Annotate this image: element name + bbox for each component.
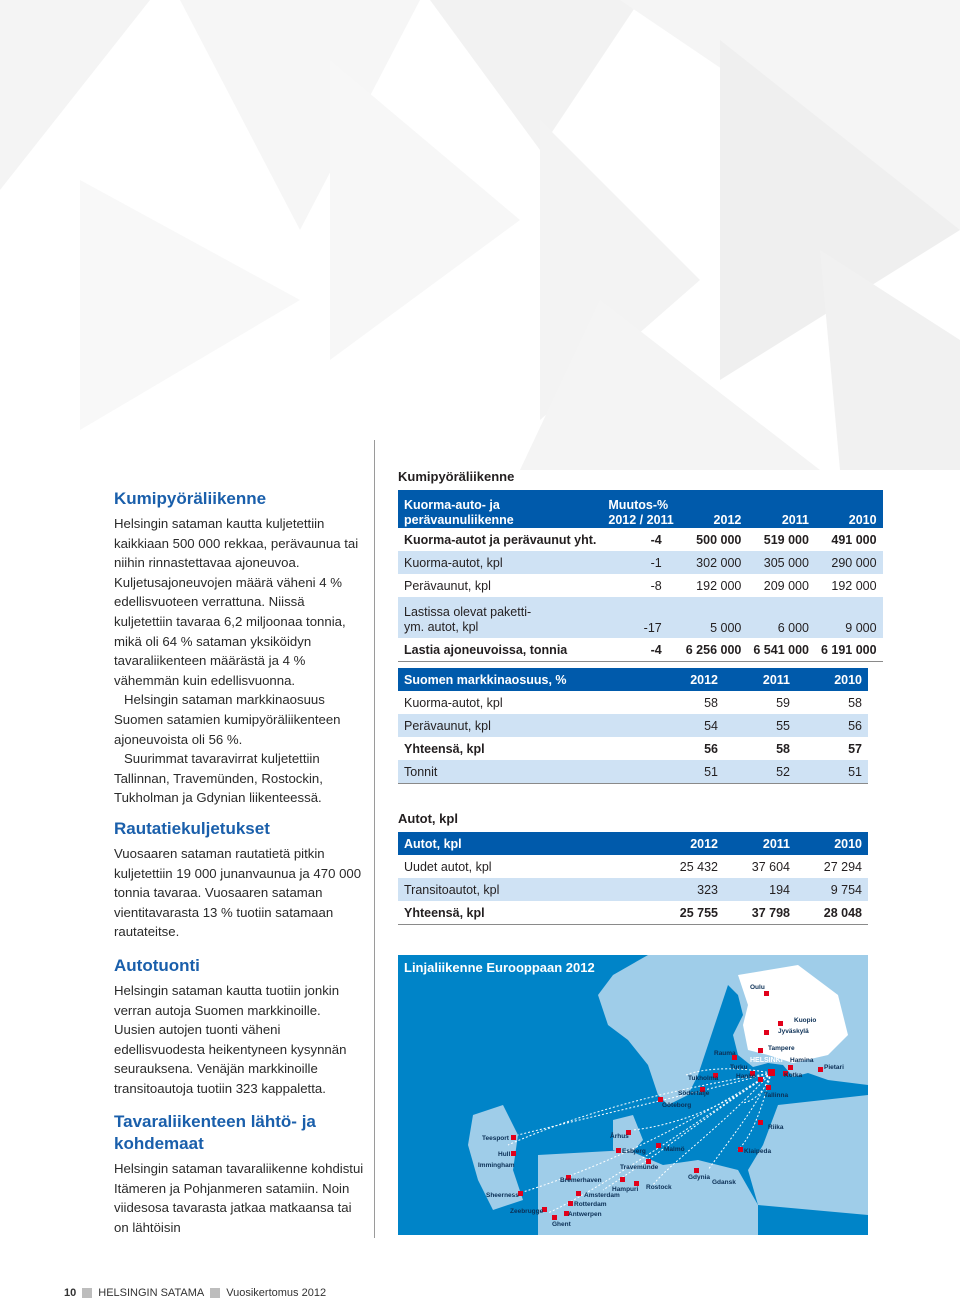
table-row [398, 691, 868, 714]
cell: Kuorma-autot, kpl [404, 695, 503, 710]
city-marker-jyvaskyla [764, 1030, 769, 1035]
city-marker-kuopio [778, 1021, 783, 1026]
cell: 56 [848, 718, 862, 733]
map-title: Linjaliikenne Eurooppaan 2012 [404, 960, 595, 975]
cell: 6 000 [777, 621, 809, 635]
cell: 58 [848, 695, 862, 710]
header-cell: 2010 [848, 513, 877, 527]
city-label: Göteborg [662, 1102, 692, 1109]
city-label: Zeebrugge [510, 1208, 544, 1215]
city-label: Teesport [482, 1135, 509, 1142]
table-autot [398, 811, 868, 925]
section-title: Rautatiekuljetukset [114, 819, 270, 838]
city-marker-hampuri [620, 1177, 625, 1182]
table-row [398, 597, 883, 638]
cell: -4 [602, 638, 679, 662]
city-label: Hull [498, 1151, 511, 1158]
footer-doc: Vuosikertomus 2012 [226, 1287, 327, 1299]
cell: -1 [650, 555, 662, 570]
table-row [398, 737, 868, 760]
city-marker-ghent [552, 1215, 557, 1220]
table-markkinaosuus [398, 668, 868, 784]
city-label: Tallinna [764, 1092, 789, 1099]
cell: 192 000 [831, 578, 877, 593]
cell: -8 [650, 578, 662, 593]
city-marker-hamina [788, 1065, 793, 1070]
table-row [398, 878, 868, 901]
header-cell: 2011 [762, 672, 790, 687]
header-cell: 2010 [834, 672, 862, 687]
city-label: Tukholma [688, 1075, 719, 1082]
city-marker-pietari [818, 1067, 823, 1072]
table-row [398, 551, 883, 574]
cell: 209 000 [763, 578, 809, 593]
section-autotuonti [114, 955, 364, 1099]
city-label: Sheerness [486, 1192, 519, 1199]
city-label: Esbjerg [622, 1148, 646, 1155]
city-label: Immingham [478, 1162, 515, 1169]
cell: 6 191 000 [815, 638, 883, 662]
header-cell: 2012 [690, 836, 718, 851]
paragraph: Helsingin sataman markkinaosuus Suomen satamien kumipyöräliikenteen ajoneuvoista oli 56 %. [114, 692, 341, 747]
paragraph: Helsingin sataman kautta tuotiin jonkin verran autoja Suomen markkinoille. Uusien autojen tuonti väheni edellisvuodesta heikentyneen kysynnän seurauksena. Venäjän markkinoille transitoautoja tuotiin 323 kappaletta. [114, 983, 347, 1096]
header-cell: 2011 [762, 836, 790, 851]
city-label: Kuopio [794, 1017, 817, 1024]
table-row [398, 714, 868, 737]
cell: 56 [704, 741, 718, 756]
city-label: Riika [768, 1124, 784, 1131]
cell: 5 000 [710, 621, 742, 635]
paragraph: Helsingin sataman kautta kuljetettiin kaikkiaan 500 000 rekkaa, perävaunua tai niihin rinnastettavaa ajoneuvoa. Kuljetusajoneuvojen määrä väheni 4 % edellisvuoteen verrattuna. Niissä kuljetettiin tavaraa 6,2 miljoonaa tonnia, mikä oli 64 % sataman yksiköidyn tavaraliikenteen määrästä ja 4 % vähemmän kuin edellisvuonna. [114, 516, 359, 688]
cell: Yhteensä, kpl [404, 741, 485, 756]
city-marker-teesport [511, 1135, 516, 1140]
city-label: Rotterdam [574, 1201, 607, 1208]
table-row [398, 901, 868, 925]
page-footer [64, 1287, 326, 1299]
city-label: Århus [610, 1133, 629, 1140]
cell: 9 754 [830, 882, 862, 897]
cell: 25 432 [679, 859, 718, 874]
header-cell: 2012 [690, 672, 718, 687]
city-marker-riika [758, 1120, 763, 1125]
city-label: Rostock [646, 1184, 672, 1191]
cell: 52 [724, 760, 796, 784]
city-marker-hanko [758, 1077, 763, 1082]
cell: 37 798 [724, 901, 796, 925]
separator-square [210, 1288, 220, 1298]
paragraph: Helsingin sataman tavaraliikenne kohdistui Itämeren ja Pohjanmeren satamiin. Noin viidesosa tavarasta jatkaa matkaansa tai on lähtöisin [114, 1161, 364, 1235]
city-marker-hull [511, 1151, 516, 1156]
cell: 302 000 [696, 555, 742, 570]
separator-square [82, 1288, 92, 1298]
header-cell: 2011 [781, 513, 809, 527]
city-label: Pietari [824, 1064, 844, 1071]
city-label: Bremerhaven [560, 1177, 602, 1184]
cell: 59 [776, 695, 790, 710]
city-label: Tampere [768, 1045, 795, 1052]
city-label: Hampuri [612, 1186, 639, 1193]
header-cell: 2012 [713, 513, 742, 527]
cell: Transitoautot, kpl [404, 882, 500, 897]
table-row [398, 528, 883, 551]
cell: 491 000 [831, 532, 877, 547]
cell: 6 541 000 [747, 638, 815, 662]
city-label: Gdynia [688, 1174, 711, 1181]
cell: 28 048 [796, 901, 868, 925]
cell: Perävaunut, kpl [404, 578, 491, 593]
cell: 58 [776, 741, 790, 756]
city-label: Södertälje [678, 1090, 710, 1097]
cell: Lastissa olevat paketti- ym. autot, kpl [404, 605, 532, 634]
data-table [398, 490, 883, 662]
cell: Uudet autot, kpl [404, 859, 492, 874]
section-rautatiekuljetukset [114, 818, 364, 942]
header-cell: Suomen markkinaosuus, % [404, 672, 567, 687]
cell: 323 [697, 882, 718, 897]
city-label: Amsterdam [584, 1192, 620, 1199]
cell: 194 [769, 882, 790, 897]
city-marker-malmo [656, 1143, 661, 1148]
cell: 9 000 [845, 621, 877, 635]
cell: 51 [796, 760, 868, 784]
section-title: Autotuonti [114, 956, 200, 975]
paragraph: Suurimmat tavaravirrat kuljetettiin Tallinnan, Travemünden, Rostockin, Tukholman ja Gdynian liikenteessä. [114, 751, 323, 806]
land-baltics [748, 1095, 868, 1215]
table-row [398, 855, 868, 878]
table-header-row [398, 668, 868, 691]
city-label: HELSINKI [750, 1057, 783, 1064]
paragraph: Vuosaaren sataman rautatietä pitkin kuljetettiin 19 000 junanvaunua ja 470 000 tonnia tavaraa. Vuosaaren sataman vientitavarasta 13 % tuotiin satamaan rautateitse. [114, 846, 362, 940]
section-title: Tavaraliikenteen lähtö- ja kohdemaat [114, 1112, 316, 1153]
city-label: Travemünde [620, 1164, 659, 1171]
cell: 51 [663, 760, 724, 784]
city-label: Malmö [664, 1146, 685, 1153]
section-kumipyoraliikenne [114, 488, 364, 808]
cell: 54 [704, 718, 718, 733]
header-cell: 2010 [834, 836, 862, 851]
route-map [398, 955, 868, 1235]
city-marker-tallinna [766, 1085, 771, 1090]
city-label: Rauma [714, 1050, 736, 1057]
city-label: Antwerpen [568, 1211, 602, 1218]
city-label: Ghent [552, 1221, 571, 1228]
city-marker-tampere [758, 1048, 763, 1053]
cell: 519 000 [763, 532, 809, 547]
cell: 58 [704, 695, 718, 710]
city-label: Oulu [750, 984, 765, 991]
cell: 192 000 [696, 578, 742, 593]
cell: Kuorma-autot, kpl [404, 555, 503, 570]
cell: 27 294 [823, 859, 862, 874]
section-title: Kumipyöräliikenne [114, 489, 267, 508]
table-kumipyoraliikenne [398, 469, 877, 662]
city-label: Klaipeda [744, 1148, 772, 1155]
footer-org: HELSINGIN SATAMA [98, 1287, 205, 1299]
city-label: Hanko [736, 1073, 756, 1080]
city-label: Gdansk [712, 1179, 736, 1186]
data-table [398, 668, 868, 784]
city-label: Turku [730, 1064, 748, 1071]
table-row [398, 574, 883, 597]
city-marker-gdynia [694, 1168, 699, 1173]
cell: 37 604 [751, 859, 790, 874]
table-row [398, 760, 868, 784]
cell: Kuorma-autot ja perävaunut yht. [404, 532, 597, 547]
header-cell: Autot, kpl [404, 836, 462, 851]
city-marker-esbjerg [616, 1148, 621, 1153]
header-cell: Muutos-% 2012 / 2011 [608, 498, 674, 527]
page-number: 10 [64, 1287, 77, 1299]
cell: 57 [848, 741, 862, 756]
cell: Tonnit [398, 760, 663, 784]
map-graphic [398, 955, 868, 1235]
city-marker-klaipeda [738, 1147, 743, 1152]
cell: 500 000 [696, 532, 742, 547]
table-title: Autot, kpl [398, 811, 458, 826]
cell: -17 [643, 621, 662, 635]
section-lahto-ja-kohdemaat [114, 1111, 364, 1237]
city-marker-amsterdam [576, 1191, 581, 1196]
cell: 55 [776, 718, 790, 733]
cell: 25 755 [620, 901, 724, 925]
table-row [398, 638, 883, 662]
city-marker-oulu [764, 991, 769, 996]
header-cell: Kuorma-auto- ja perävaunuliikenne [404, 498, 514, 527]
city-marker-helsinki [768, 1069, 775, 1076]
table-header-row [398, 490, 883, 528]
city-label: Hamina [790, 1057, 814, 1064]
city-label: Kotka [784, 1072, 803, 1079]
cell: Perävaunut, kpl [404, 718, 491, 733]
cell: Yhteensä, kpl [398, 901, 620, 925]
cell: 6 256 000 [680, 638, 748, 662]
cell: -4 [650, 532, 662, 547]
table-header-row [398, 832, 868, 855]
decorative-triangle-background [0, 0, 960, 470]
cell: Lastia ajoneuvoissa, tonnia [398, 638, 602, 662]
table-title: Kumipyöräliikenne [398, 469, 515, 484]
city-marker-rotterdam [568, 1201, 573, 1206]
city-label: Jyväskylä [778, 1028, 809, 1035]
data-table [398, 832, 868, 925]
cell: 290 000 [831, 555, 877, 570]
column-divider [374, 440, 375, 1238]
cell: 305 000 [763, 555, 809, 570]
